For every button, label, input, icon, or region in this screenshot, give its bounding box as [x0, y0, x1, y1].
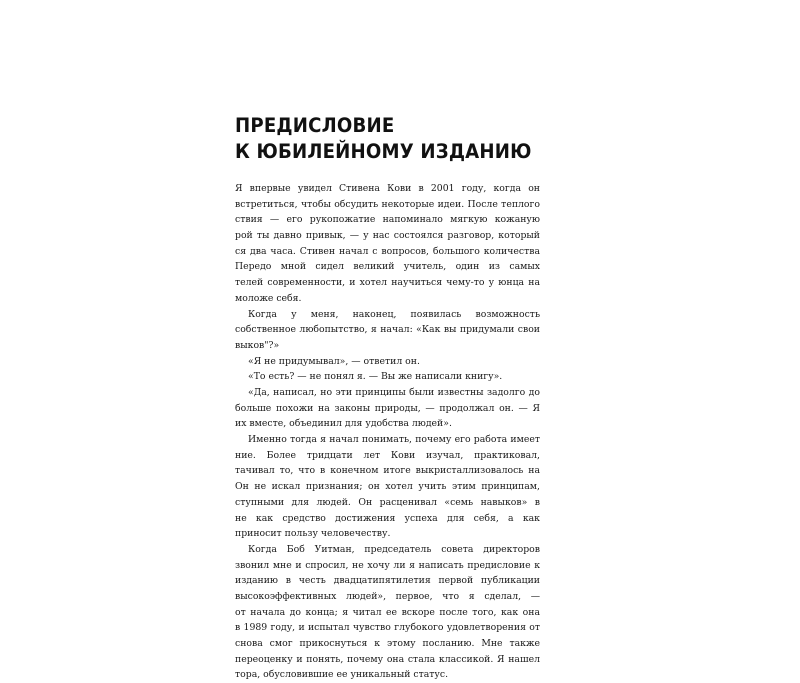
text-line: высокоэффективных людей», первое, что я сделал, —	[235, 590, 540, 602]
text-line: собственное любопытство, я начал: «Как вы придумали свои	[235, 324, 540, 336]
heading-line-2: К ЮБИЛЕЙНОМУ ИЗДАНИЮ	[235, 140, 532, 163]
text-line: Я впервые увидел Стивена Кови в 2001 году, когда он	[235, 183, 540, 194]
text-line: их вместе, объединил для удобства людей».	[235, 418, 452, 430]
text-line: не как средство достижения успеха для себя, а как	[235, 512, 540, 524]
text-line: «Да, написал, но эти принципы были известны задолго до	[248, 387, 540, 398]
text-line: ние. Более тридцати лет Кови изучал, практиковал,	[235, 449, 540, 461]
text-line: моложе себя.	[235, 292, 302, 304]
chapter-heading	[235, 113, 532, 165]
text-line: Передо мной сидел великий учитель, один из самых	[235, 261, 540, 273]
text-line: приносит пользу человечеству.	[235, 528, 391, 540]
text-line: Именно тогда я начал понимать, почему его работа имеет	[248, 434, 540, 446]
body-text	[235, 181, 540, 683]
text-line: переоценку и понять, почему она стала классикой. Я нашел	[235, 653, 540, 665]
text-line: изданию в честь двадцатипятилетия первой публикации	[235, 575, 540, 587]
text-line: выков"?»	[235, 339, 280, 351]
text-line: больше похожи на законы природы, — продолжал он. — Я	[235, 402, 540, 414]
text-line: Когда у меня, наконец, появилась возможность	[248, 308, 540, 320]
text-line: снова смог прикоснуться к этому посланию. Мне также	[235, 638, 540, 650]
text-line: тачивал то, что в конечном итоге выкристаллизовалось на	[235, 465, 540, 477]
text-line: тора, обусловившие ее уникальный статус.	[235, 669, 449, 681]
heading-line-1: ПРЕДИСЛОВИЕ	[235, 114, 395, 137]
text-line: телей современности, и хотел научиться чему-то у юнца на	[235, 277, 540, 289]
text-line: звонил мне и спросил, не хочу ли я написать предисловие к	[235, 559, 540, 571]
text-line: встретиться, чтобы обсудить некоторые идеи. После теплого	[235, 198, 540, 210]
text-line: «Я не придумывал», — ответил он.	[248, 355, 420, 367]
text-line: ступными для людей. Он расценивал «семь навыков» в	[235, 496, 540, 508]
text-line: ствия — его рукопожатие напоминало мягкую кожаную	[235, 214, 540, 226]
text-line: Он не искал признания; он хотел учить этим принципам,	[235, 481, 540, 493]
text-line: от начала до конца; я читал ее вскоре после того, как она	[235, 606, 540, 618]
text-line: «То есть? — не понял я. — Вы же написали книгу».	[248, 371, 503, 383]
text-line: в 1989 году, и испытал чувство глубокого удовлетворения от	[235, 622, 540, 634]
text-line: ся два часа. Стивен начал с вопросов, большого количества	[235, 245, 540, 257]
text-line: рой ты давно привык, — у нас состоялся разговор, который	[235, 230, 540, 242]
text-line: Когда Боб Уитман, председатель совета директоров	[248, 543, 540, 555]
